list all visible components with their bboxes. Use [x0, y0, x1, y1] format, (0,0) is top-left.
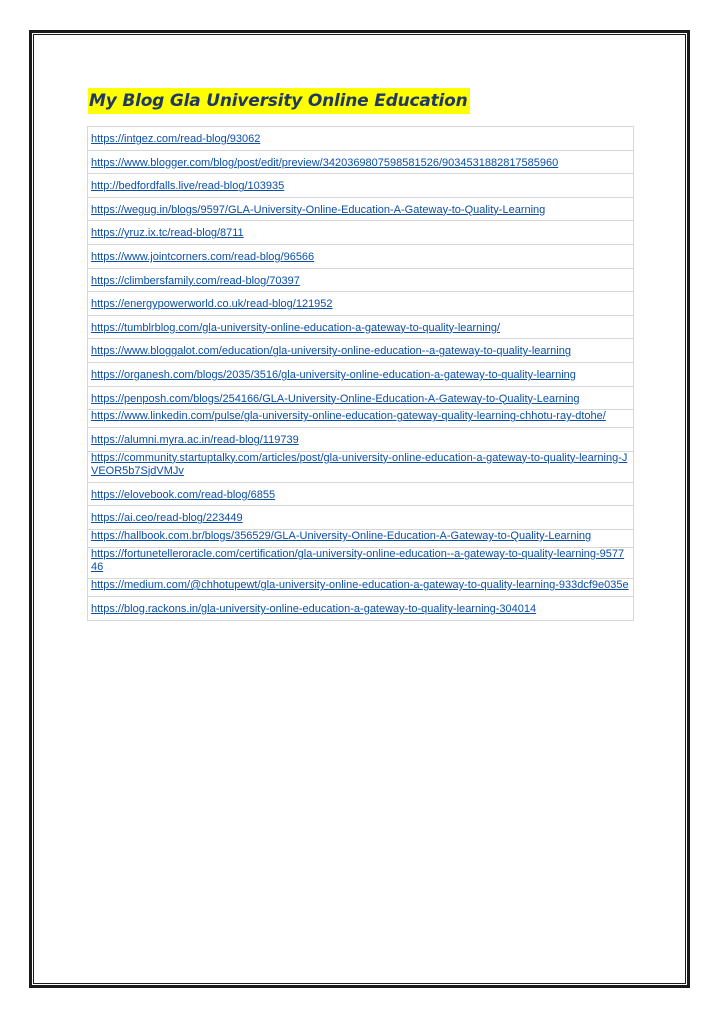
table-cell	[88, 529, 634, 547]
table-row	[88, 410, 634, 428]
link[interactable]: https://penposh.com/blogs/254166/GLA-University-Online-Education-A-Gateway-to-Quality-Learning	[91, 392, 580, 405]
table-cell	[88, 268, 634, 292]
table-row	[88, 127, 634, 151]
link[interactable]: https://www.linkedin.com/pulse/gla-university-online-education-gateway-quality-learning-chhotu-ray-dtohe/	[91, 410, 606, 423]
table-row	[88, 197, 634, 221]
table-row	[88, 292, 634, 316]
table-row	[88, 506, 634, 530]
table-row	[88, 221, 634, 245]
link[interactable]: https://blog.rackons.in/gla-university-online-education-a-gateway-to-quality-learning-304014	[91, 602, 537, 615]
table-row	[88, 578, 634, 596]
table-cell	[88, 410, 634, 428]
table-row	[88, 529, 634, 547]
link[interactable]: https://fortunetelleroracle.com/certification/gla-university-online-education--a-gateway-to-quality-learning-957746	[91, 547, 625, 573]
table-cell	[88, 292, 634, 316]
table-cell	[88, 482, 634, 506]
table-cell	[88, 506, 634, 530]
link[interactable]: https://intgez.com/read-blog/93062	[91, 133, 261, 145]
table-cell	[88, 428, 634, 452]
table-row	[88, 244, 634, 268]
table-cell	[88, 578, 634, 596]
table-row	[88, 596, 634, 620]
link[interactable]: https://alumni.myra.ac.in/read-blog/119739	[91, 434, 299, 447]
table-cell	[88, 596, 634, 620]
table-row	[88, 547, 634, 578]
table-cell	[88, 339, 634, 363]
table-cell	[88, 451, 634, 482]
link[interactable]: https://wegug.in/blogs/9597/GLA-University-Online-Education-A-Gateway-to-Quality-Learning	[91, 203, 546, 216]
table-row	[88, 482, 634, 506]
link[interactable]: https://organesh.com/blogs/2035/3516/gla-university-online-education-a-gateway-to-quality-learning	[91, 368, 576, 381]
table-row	[88, 150, 634, 174]
table-row	[88, 362, 634, 386]
link[interactable]: https://www.jointcorners.com/read-blog/96566	[91, 250, 315, 263]
link[interactable]: https://www.bloggalot.com/education/gla-university-online-education--a-gateway-to-quality-learning	[91, 345, 571, 358]
table-cell	[88, 547, 634, 578]
table-cell	[88, 315, 634, 339]
table-cell	[88, 386, 634, 410]
table-row	[88, 428, 634, 452]
link[interactable]: https://tumblrblog.com/gla-university-online-education-a-gateway-to-quality-learning/	[91, 321, 501, 334]
link[interactable]: https://community.startuptalky.com/articles/post/gla-university-online-education-a-gateway-to-quality-learning-JVEOR5b7SjdVMJv	[91, 451, 628, 477]
table-row	[88, 315, 634, 339]
page-title: My Blog Gla University Online Education	[88, 88, 470, 114]
table-cell	[88, 150, 634, 174]
table-cell	[88, 362, 634, 386]
table-row	[88, 451, 634, 482]
link[interactable]: https://ai.ceo/read-blog/223449	[91, 512, 243, 525]
table-row	[88, 174, 634, 198]
table-cell	[88, 221, 634, 245]
table-row	[88, 339, 634, 363]
link-table	[87, 126, 634, 621]
table-cell	[88, 127, 634, 151]
link[interactable]: https://yruz.ix.tc/read-blog/8711	[91, 227, 244, 240]
table-cell	[88, 197, 634, 221]
link[interactable]: https://hallbook.com.br/blogs/356529/GLA-University-Online-Education-A-Gateway-to-Quality-Learning	[91, 529, 592, 542]
link[interactable]: https://elovebook.com/read-blog/6855	[91, 488, 276, 501]
link[interactable]: https://energypowerworld.co.uk/read-blog/121952	[91, 298, 333, 311]
table-row	[88, 268, 634, 292]
link[interactable]: https://www.blogger.com/blog/post/edit/preview/3420369807598581526/9034531882817585960	[91, 156, 559, 169]
link[interactable]: https://medium.com/@chhotupewt/gla-university-online-education-a-gateway-to-quality-learning-933dcf9e035e	[91, 578, 629, 591]
link[interactable]: http://bedfordfalls.live/read-blog/103935	[91, 180, 285, 193]
table-cell	[88, 244, 634, 268]
table-cell	[88, 174, 634, 198]
table-row	[88, 386, 634, 410]
link[interactable]: https://climbersfamily.com/read-blog/70397	[91, 274, 300, 287]
